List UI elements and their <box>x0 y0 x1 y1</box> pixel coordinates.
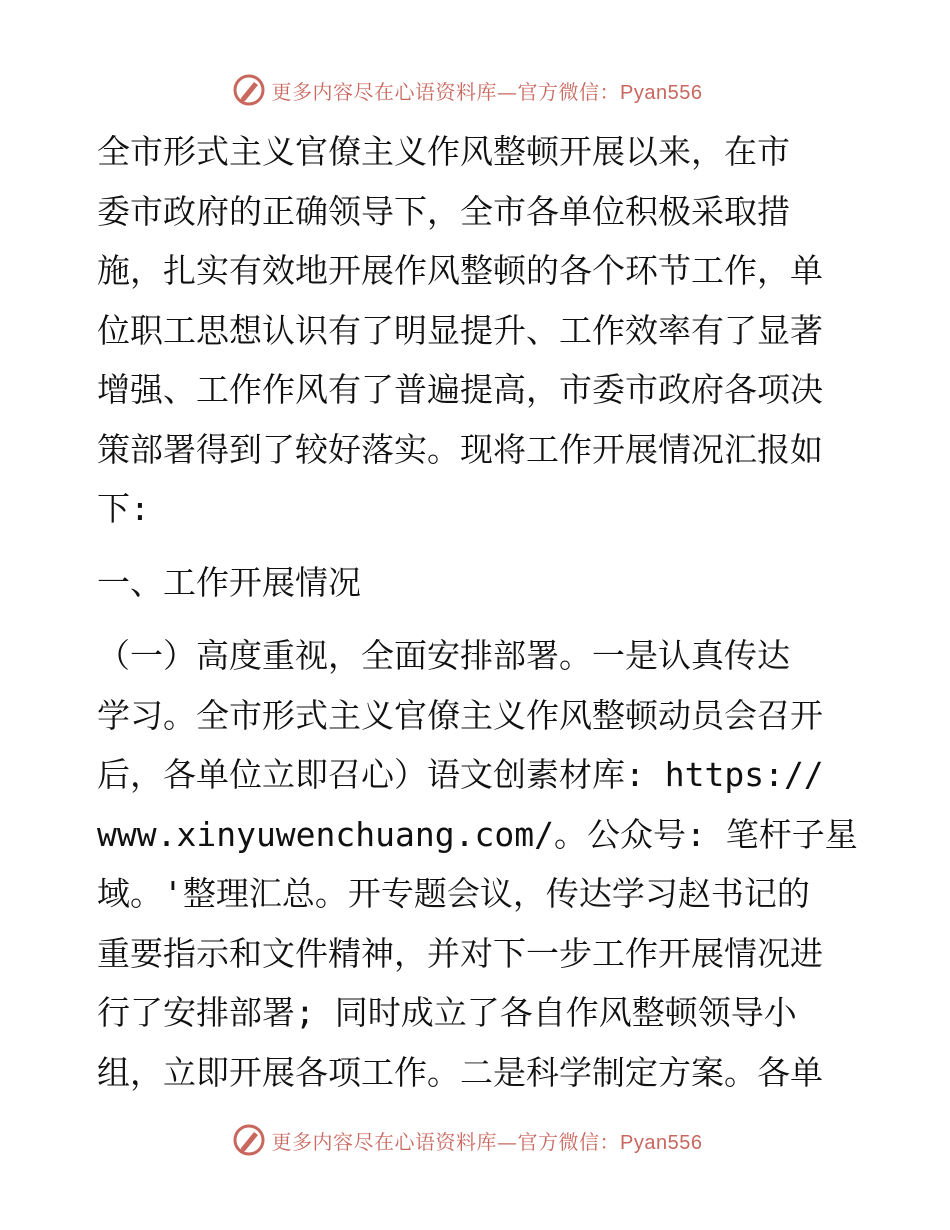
paragraph-line: 增强、工作作风有了普遍提高，市委市政府各项决 <box>97 370 823 409</box>
paragraph-line: 策部署得到了较好落实。现将工作开展情况汇报如 <box>97 429 823 469</box>
paragraph-line: 施，扎实有效地开展作风整顿的各个环节工作，单 <box>97 251 823 290</box>
paragraph-line: 组，立即开展各项工作。二是科学制定方案。各单 <box>97 1052 823 1092</box>
pen-logo-icon <box>232 73 266 107</box>
paragraph-line: 全市形式主义官僚主义作风整顿开展以来，在市 <box>97 132 790 171</box>
paragraph-line: 行了安排部署; 同时成立了各自作风整顿领导小 <box>97 993 797 1032</box>
paragraph-line: 重要指示和文件精神，并对下一步工作开展情况进 <box>97 933 823 973</box>
paragraph-line: www.xinyuwenchuang.com/。公众号: 笔杆子星 <box>97 814 858 854</box>
watermark-separator: — <box>497 1129 518 1154</box>
document-body <box>97 122 857 1102</box>
paragraph-line: 委市政府的正确领导下，全市各单位积极采取措 <box>97 191 790 231</box>
watermark-wechat-id: Pyan556 <box>620 1131 703 1154</box>
paragraph-gap <box>97 539 857 553</box>
watermark-banner-top <box>0 70 950 110</box>
watermark-site-text: 更多内容尽在心语资料库 <box>271 79 498 104</box>
pen-logo-icon <box>232 1123 266 1157</box>
watermark-text <box>272 76 703 105</box>
paragraph-line: 学习。全市形式主义官僚主义作风整顿动员会召开 <box>97 695 823 735</box>
watermark-wechat-label: 官方微信： <box>517 1129 621 1154</box>
paragraph-line: 位职工思想认识有了明显提升、工作效率有了显著 <box>97 310 823 350</box>
watermark-wechat-label: 官方微信： <box>517 79 621 104</box>
watermark-site-text: 更多内容尽在心语资料库 <box>271 1129 498 1154</box>
watermark-content <box>232 1123 703 1157</box>
paragraph-line: 域。'整理汇总。开专题会议，传达学习赵书记的 <box>97 874 810 913</box>
watermark-content <box>232 73 703 107</box>
watermark-banner-bottom <box>0 1120 950 1160</box>
paragraph-line: 下: <box>97 489 150 528</box>
paragraph-line: （一）高度重视，全面安排部署。一是认真传达 <box>97 636 790 675</box>
watermark-text <box>272 1126 703 1155</box>
paragraph-gap <box>97 612 857 626</box>
watermark-separator: — <box>497 79 518 104</box>
paragraph-line: 后，各单位立即召心）语文创素材库: https:// <box>97 755 824 794</box>
watermark-wechat-id: Pyan556 <box>620 81 703 104</box>
section-heading: 一、工作开展情况 <box>97 562 361 602</box>
